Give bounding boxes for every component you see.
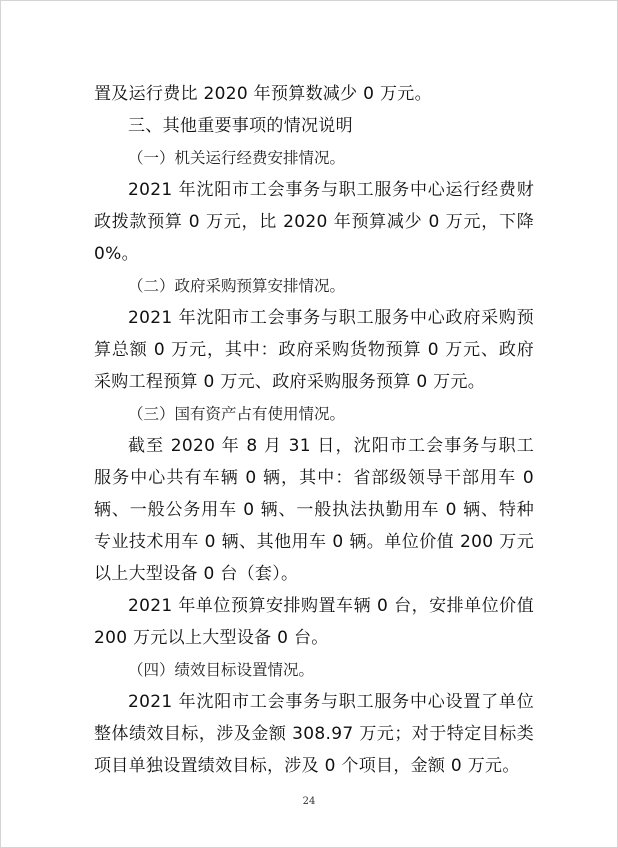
paragraph-government-procurement: 2021 年沈阳市工会事务与职工服务中心政府采购预算总额 0 万元，其中：政府采购货物预算 0 万元、政府采购工程预算 0 万元、政府采购服务预算 0 万元。 <box>94 308 534 392</box>
page-number: 24 <box>302 796 316 807</box>
paragraph-operating-expenses: 2021 年沈阳市工会事务与职工服务中心运行经费财政拨款预算 0 万元，比 2020 年预算减少 0 万元，下降 0%。 <box>94 180 534 264</box>
subheading-operating-expenses: （一）机关运行经费安排情况。 <box>128 149 346 167</box>
subheading-state-assets: （三）国有资产占有使用情况。 <box>128 405 346 423</box>
document-body <box>94 78 534 782</box>
subheading-performance-targets: （四）绩效目标设置情况。 <box>128 661 315 679</box>
section-heading-other-matters: 三、其他重要事项的情况说明 <box>128 116 353 136</box>
paragraph-state-assets: 截至 2020 年 8 月 31 日，沈阳市工会事务与职工服务中心共有车辆 0 辆，其中：省部级领导干部用车 0 辆、一般公务用车 0 辆、一般执法执勤用车 0 辆、特种专业技术用车 0 辆、其他用车 0 辆。单位价值 200 万元以上大型设备 0 台（套）。 <box>94 436 534 584</box>
paragraph-vehicle-purchase: 2021 年单位预算安排购置车辆 0 台，安排单位价值 200 万元以上大型设备 0 台。 <box>94 596 534 648</box>
paragraph-continuation: 置及运行费比 2020 年预算数减少 0 万元。 <box>94 84 432 104</box>
paragraph-performance-targets: 2021 年沈阳市工会事务与职工服务中心设置了单位整体绩效目标，涉及金额 308.97 万元；对于特定目标类项目单独设置绩效目标，涉及 0 个项目，金额 0 万元。 <box>94 692 534 776</box>
subheading-government-procurement: （二）政府采购预算安排情况。 <box>128 277 346 295</box>
